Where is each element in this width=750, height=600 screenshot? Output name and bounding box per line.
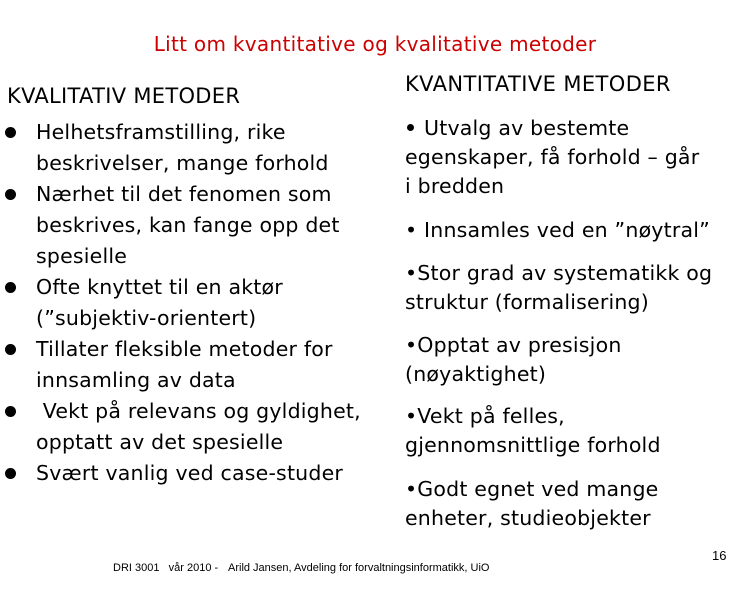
quantitative-item (405, 216, 740, 245)
item-line: egenskaper, få forhold – går (405, 145, 700, 169)
item-line: Vekt på relevans og gyldighet, (36, 399, 361, 423)
item-line: struktur (formalisering) (405, 290, 649, 314)
quantitative-item (405, 114, 740, 201)
qualitative-item (5, 179, 395, 272)
item-line: beskrives, kan fange opp det (36, 213, 340, 237)
item-line: • Innsamles ved en ”nøytral” (405, 218, 710, 242)
item-line: •Opptat av presisjon (405, 333, 622, 357)
item-line: •Stor grad av systematikk og (405, 261, 713, 285)
item-line: innsamling av data (36, 368, 236, 392)
slide-title: Litt om kvantitative og kvalitative metoder (153, 32, 597, 56)
page-number: 16 (712, 548, 727, 563)
quantitative-item (405, 402, 740, 460)
item-line: •Vekt på felles, (405, 404, 565, 428)
item-line: enheter, studieobjekter (405, 506, 651, 530)
quantitative-item (405, 475, 740, 533)
quantitative-item (405, 331, 740, 389)
item-line: Helhetsframstilling, rike (36, 120, 286, 144)
item-line: (nøyaktighet) (405, 362, 547, 386)
qualitative-heading: KVALITATIV METODER (7, 84, 241, 108)
bullet-icon (5, 344, 16, 355)
item-line: (”subjektiv-orientert) (36, 306, 257, 330)
quantitative-item (405, 259, 740, 317)
qualitative-item (5, 458, 395, 489)
item-line: Tillater fleksible metoder for (36, 337, 333, 361)
qualitative-list (5, 117, 395, 489)
item-line: i bredden (405, 174, 505, 198)
bullet-icon (5, 468, 16, 479)
footer-course: DRI 3001 vår 2010 - (113, 562, 219, 574)
bullet-icon (5, 189, 16, 200)
item-line: Ofte knyttet til en aktør (36, 275, 283, 299)
quantitative-heading: KVANTITATIVE METODER (405, 72, 671, 96)
item-line: Utvalg av bestemte (424, 116, 630, 140)
bullet-icon (5, 127, 16, 138)
qualitative-item (5, 272, 395, 334)
item-line: Svært vanlig ved case-studer (36, 461, 344, 485)
qualitative-item (5, 396, 395, 458)
item-line: beskrivelser, mange forhold (36, 151, 329, 175)
bullet-icon (407, 124, 414, 131)
bullet-icon (5, 406, 16, 417)
footer-author: Arild Jansen, Avdeling for forvaltningsinformatikk, UiO (228, 562, 490, 574)
item-line: Nærhet til det fenomen som (36, 182, 332, 206)
item-line: gjennomsnittlige forhold (405, 433, 661, 457)
item-line: •Godt egnet ved mange (405, 477, 659, 501)
item-line: opptatt av det spesielle (36, 430, 284, 454)
bullet-icon (5, 282, 16, 293)
qualitative-item (5, 117, 395, 179)
qualitative-item (5, 334, 395, 396)
item-line: spesielle (36, 244, 128, 268)
